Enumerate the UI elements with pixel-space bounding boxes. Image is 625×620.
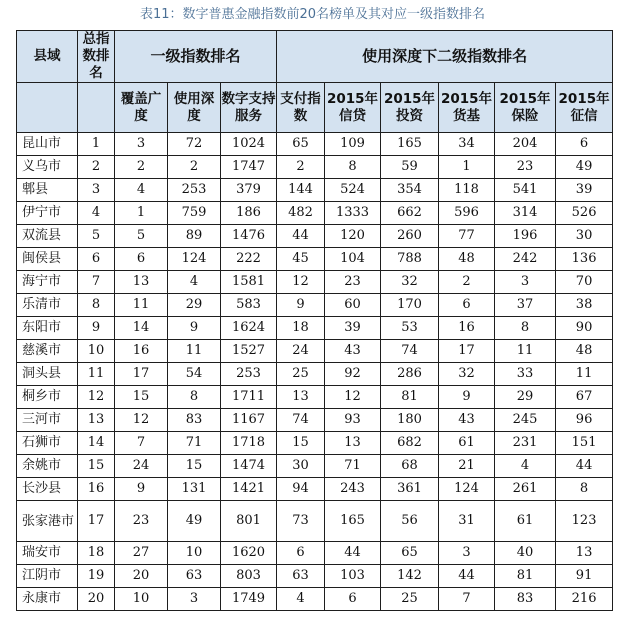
- cell-payment: 63: [277, 565, 325, 588]
- cell-investment: 142: [381, 565, 439, 588]
- cell-investment: 788: [381, 248, 439, 271]
- cell-insurance: 61: [495, 501, 556, 542]
- cell-investment: 32: [381, 271, 439, 294]
- cell-fund: 31: [439, 501, 495, 542]
- cell-insurance: 11: [495, 340, 556, 363]
- cell-reporting: 151: [556, 432, 613, 455]
- table-caption: 表11：数字普惠金融指数前20名榜单及其对应一级指数排名: [139, 7, 486, 22]
- cell-usage: 131: [168, 478, 221, 501]
- header-county-blank: [17, 83, 78, 133]
- cell-investment: 56: [381, 501, 439, 542]
- cell-county: 昆山市: [17, 133, 78, 156]
- cell-credit: 60: [325, 294, 381, 317]
- cell-payment: 45: [277, 248, 325, 271]
- cell-reporting: 49: [556, 156, 613, 179]
- cell-coverage: 9: [115, 478, 168, 501]
- cell-rank: 7: [78, 271, 115, 294]
- cell-payment: 9: [277, 294, 325, 317]
- cell-support: 1718: [221, 432, 277, 455]
- cell-insurance: 83: [495, 588, 556, 611]
- table-row: [17, 565, 613, 588]
- cell-credit: 23: [325, 271, 381, 294]
- cell-usage: 10: [168, 542, 221, 565]
- cell-reporting: 136: [556, 248, 613, 271]
- table-row: [17, 271, 613, 294]
- cell-reporting: 44: [556, 455, 613, 478]
- header-credit-reporting-2015: 2015年征信: [556, 83, 613, 133]
- table-row: [17, 317, 613, 340]
- cell-reporting: 526: [556, 202, 613, 225]
- cell-coverage: 16: [115, 340, 168, 363]
- cell-investment: 682: [381, 432, 439, 455]
- cell-support: 1476: [221, 225, 277, 248]
- table-row: [17, 363, 613, 386]
- cell-county: 长沙县: [17, 478, 78, 501]
- cell-fund: 34: [439, 133, 495, 156]
- table-header: [17, 31, 613, 133]
- cell-insurance: 4: [495, 455, 556, 478]
- cell-fund: 21: [439, 455, 495, 478]
- cell-rank: 12: [78, 386, 115, 409]
- cell-coverage: 6: [115, 248, 168, 271]
- cell-credit: 13: [325, 432, 381, 455]
- cell-coverage: 12: [115, 409, 168, 432]
- cell-payment: 6: [277, 542, 325, 565]
- header-level1: 一级指数排名: [115, 31, 277, 83]
- cell-insurance: 196: [495, 225, 556, 248]
- cell-coverage: 4: [115, 179, 168, 202]
- cell-coverage: 23: [115, 501, 168, 542]
- cell-reporting: 90: [556, 317, 613, 340]
- cell-usage: 8: [168, 386, 221, 409]
- cell-county: 海宁市: [17, 271, 78, 294]
- cell-county: 石狮市: [17, 432, 78, 455]
- cell-credit: 44: [325, 542, 381, 565]
- cell-support: 1581: [221, 271, 277, 294]
- cell-payment: 25: [277, 363, 325, 386]
- cell-reporting: 70: [556, 271, 613, 294]
- cell-payment: 44: [277, 225, 325, 248]
- cell-insurance: 37: [495, 294, 556, 317]
- cell-usage: 83: [168, 409, 221, 432]
- cell-county: 郫县: [17, 179, 78, 202]
- cell-support: 253: [221, 363, 277, 386]
- table-body: [17, 133, 613, 611]
- header-digital-support: 数字支持服务: [221, 83, 277, 133]
- cell-rank: 15: [78, 455, 115, 478]
- cell-fund: 118: [439, 179, 495, 202]
- cell-insurance: 8: [495, 317, 556, 340]
- cell-investment: 361: [381, 478, 439, 501]
- table-row: [17, 542, 613, 565]
- cell-credit: 165: [325, 501, 381, 542]
- cell-insurance: 3: [495, 271, 556, 294]
- cell-coverage: 14: [115, 317, 168, 340]
- cell-support: 801: [221, 501, 277, 542]
- cell-payment: 144: [277, 179, 325, 202]
- cell-support: 1474: [221, 455, 277, 478]
- cell-coverage: 3: [115, 133, 168, 156]
- table-row: [17, 179, 613, 202]
- cell-fund: 44: [439, 565, 495, 588]
- cell-payment: 4: [277, 588, 325, 611]
- cell-rank: 5: [78, 225, 115, 248]
- cell-rank: 14: [78, 432, 115, 455]
- cell-rank: 3: [78, 179, 115, 202]
- cell-investment: 65: [381, 542, 439, 565]
- cell-investment: 53: [381, 317, 439, 340]
- cell-usage: 124: [168, 248, 221, 271]
- cell-rank: 16: [78, 478, 115, 501]
- cell-county: 瑞安市: [17, 542, 78, 565]
- cell-coverage: 15: [115, 386, 168, 409]
- cell-insurance: 231: [495, 432, 556, 455]
- cell-support: 222: [221, 248, 277, 271]
- cell-credit: 1333: [325, 202, 381, 225]
- cell-support: 1620: [221, 542, 277, 565]
- cell-rank: 20: [78, 588, 115, 611]
- table-row: [17, 588, 613, 611]
- cell-coverage: 20: [115, 565, 168, 588]
- cell-reporting: 30: [556, 225, 613, 248]
- cell-reporting: 38: [556, 294, 613, 317]
- table-row: [17, 409, 613, 432]
- cell-county: 慈溪市: [17, 340, 78, 363]
- cell-payment: 12: [277, 271, 325, 294]
- cell-coverage: 11: [115, 294, 168, 317]
- table-row: [17, 225, 613, 248]
- cell-investment: 354: [381, 179, 439, 202]
- cell-insurance: 314: [495, 202, 556, 225]
- cell-usage: 2: [168, 156, 221, 179]
- cell-insurance: 40: [495, 542, 556, 565]
- cell-support: 1624: [221, 317, 277, 340]
- cell-support: 186: [221, 202, 277, 225]
- cell-usage: 89: [168, 225, 221, 248]
- cell-payment: 13: [277, 386, 325, 409]
- cell-usage: 72: [168, 133, 221, 156]
- cell-rank: 1: [78, 133, 115, 156]
- cell-usage: 15: [168, 455, 221, 478]
- header-insurance-2015: 2015年保险: [495, 83, 556, 133]
- cell-credit: 8: [325, 156, 381, 179]
- cell-coverage: 2: [115, 156, 168, 179]
- table-row: [17, 248, 613, 271]
- cell-payment: 94: [277, 478, 325, 501]
- cell-investment: 59: [381, 156, 439, 179]
- cell-coverage: 17: [115, 363, 168, 386]
- cell-insurance: 245: [495, 409, 556, 432]
- cell-credit: 93: [325, 409, 381, 432]
- cell-rank: 19: [78, 565, 115, 588]
- header-investment-2015: 2015年投资: [381, 83, 439, 133]
- cell-fund: 43: [439, 409, 495, 432]
- cell-insurance: 204: [495, 133, 556, 156]
- cell-usage: 54: [168, 363, 221, 386]
- cell-support: 1024: [221, 133, 277, 156]
- cell-county: 桐乡市: [17, 386, 78, 409]
- cell-county: 江阴市: [17, 565, 78, 588]
- cell-support: 1711: [221, 386, 277, 409]
- cell-coverage: 5: [115, 225, 168, 248]
- cell-county: 张家港市: [17, 501, 78, 542]
- cell-coverage: 27: [115, 542, 168, 565]
- cell-coverage: 13: [115, 271, 168, 294]
- cell-fund: 16: [439, 317, 495, 340]
- cell-support: 803: [221, 565, 277, 588]
- cell-investment: 286: [381, 363, 439, 386]
- cell-fund: 1: [439, 156, 495, 179]
- cell-usage: 9: [168, 317, 221, 340]
- header-coverage: 覆盖广度: [115, 83, 168, 133]
- cell-support: 1747: [221, 156, 277, 179]
- cell-coverage: 10: [115, 588, 168, 611]
- cell-fund: 3: [439, 542, 495, 565]
- cell-investment: 180: [381, 409, 439, 432]
- cell-support: 1421: [221, 478, 277, 501]
- cell-credit: 109: [325, 133, 381, 156]
- cell-usage: 4: [168, 271, 221, 294]
- cell-payment: 18: [277, 317, 325, 340]
- cell-fund: 124: [439, 478, 495, 501]
- cell-credit: 92: [325, 363, 381, 386]
- cell-rank: 13: [78, 409, 115, 432]
- table-row: [17, 133, 613, 156]
- cell-support: 1749: [221, 588, 277, 611]
- cell-county: 洞头县: [17, 363, 78, 386]
- cell-credit: 104: [325, 248, 381, 271]
- header-usage-depth: 使用深度: [168, 83, 221, 133]
- cell-support: 1527: [221, 340, 277, 363]
- cell-rank: 2: [78, 156, 115, 179]
- header-rank-blank: [78, 83, 115, 133]
- cell-rank: 6: [78, 248, 115, 271]
- cell-usage: 71: [168, 432, 221, 455]
- cell-rank: 10: [78, 340, 115, 363]
- cell-investment: 170: [381, 294, 439, 317]
- table-row: [17, 386, 613, 409]
- header-credit-2015: 2015年信贷: [325, 83, 381, 133]
- cell-fund: 32: [439, 363, 495, 386]
- cell-rank: 18: [78, 542, 115, 565]
- cell-fund: 596: [439, 202, 495, 225]
- cell-reporting: 6: [556, 133, 613, 156]
- cell-rank: 9: [78, 317, 115, 340]
- cell-county: 双流县: [17, 225, 78, 248]
- cell-fund: 6: [439, 294, 495, 317]
- cell-reporting: 216: [556, 588, 613, 611]
- cell-support: 379: [221, 179, 277, 202]
- header-money-fund-2015: 2015年货基: [439, 83, 495, 133]
- table-row: [17, 432, 613, 455]
- cell-usage: 63: [168, 565, 221, 588]
- cell-credit: 39: [325, 317, 381, 340]
- cell-county: 三河市: [17, 409, 78, 432]
- cell-investment: 662: [381, 202, 439, 225]
- cell-coverage: 7: [115, 432, 168, 455]
- cell-reporting: 48: [556, 340, 613, 363]
- cell-county: 义乌市: [17, 156, 78, 179]
- cell-credit: 120: [325, 225, 381, 248]
- table-row: [17, 501, 613, 542]
- header-level2-group: 使用深度下二级指数排名: [277, 31, 613, 83]
- cell-insurance: 29: [495, 386, 556, 409]
- cell-reporting: 123: [556, 501, 613, 542]
- ranking-table: [16, 30, 613, 611]
- cell-fund: 7: [439, 588, 495, 611]
- cell-fund: 77: [439, 225, 495, 248]
- cell-support: 1167: [221, 409, 277, 432]
- cell-county: 东阳市: [17, 317, 78, 340]
- table-row: [17, 294, 613, 317]
- cell-payment: 24: [277, 340, 325, 363]
- cell-rank: 11: [78, 363, 115, 386]
- cell-investment: 165: [381, 133, 439, 156]
- cell-usage: 253: [168, 179, 221, 202]
- cell-insurance: 242: [495, 248, 556, 271]
- cell-support: 583: [221, 294, 277, 317]
- cell-payment: 74: [277, 409, 325, 432]
- cell-usage: 11: [168, 340, 221, 363]
- cell-usage: 49: [168, 501, 221, 542]
- cell-rank: 4: [78, 202, 115, 225]
- cell-reporting: 13: [556, 542, 613, 565]
- cell-fund: 48: [439, 248, 495, 271]
- table-row: [17, 478, 613, 501]
- cell-payment: 73: [277, 501, 325, 542]
- header-county: 县域: [17, 31, 78, 83]
- cell-fund: 17: [439, 340, 495, 363]
- cell-credit: 71: [325, 455, 381, 478]
- cell-county: 闽侯县: [17, 248, 78, 271]
- cell-fund: 2: [439, 271, 495, 294]
- table-row: [17, 340, 613, 363]
- cell-reporting: 96: [556, 409, 613, 432]
- cell-credit: 524: [325, 179, 381, 202]
- cell-coverage: 1: [115, 202, 168, 225]
- cell-county: 伊宁市: [17, 202, 78, 225]
- cell-credit: 12: [325, 386, 381, 409]
- cell-county: 余姚市: [17, 455, 78, 478]
- cell-payment: 15: [277, 432, 325, 455]
- cell-payment: 65: [277, 133, 325, 156]
- cell-reporting: 11: [556, 363, 613, 386]
- cell-usage: 759: [168, 202, 221, 225]
- cell-insurance: 261: [495, 478, 556, 501]
- cell-reporting: 67: [556, 386, 613, 409]
- cell-insurance: 23: [495, 156, 556, 179]
- header-total-rank: 总指数排名: [78, 31, 115, 83]
- cell-usage: 29: [168, 294, 221, 317]
- cell-credit: 6: [325, 588, 381, 611]
- cell-payment: 2: [277, 156, 325, 179]
- cell-credit: 103: [325, 565, 381, 588]
- cell-fund: 61: [439, 432, 495, 455]
- cell-investment: 260: [381, 225, 439, 248]
- cell-coverage: 24: [115, 455, 168, 478]
- cell-reporting: 91: [556, 565, 613, 588]
- cell-investment: 68: [381, 455, 439, 478]
- cell-rank: 17: [78, 501, 115, 542]
- cell-reporting: 8: [556, 478, 613, 501]
- cell-rank: 8: [78, 294, 115, 317]
- cell-reporting: 39: [556, 179, 613, 202]
- cell-insurance: 81: [495, 565, 556, 588]
- cell-investment: 25: [381, 588, 439, 611]
- cell-insurance: 33: [495, 363, 556, 386]
- cell-county: 永康市: [17, 588, 78, 611]
- table-row: [17, 455, 613, 478]
- cell-investment: 81: [381, 386, 439, 409]
- table-row: [17, 202, 613, 225]
- cell-usage: 3: [168, 588, 221, 611]
- table-row: [17, 156, 613, 179]
- cell-county: 乐清市: [17, 294, 78, 317]
- cell-payment: 30: [277, 455, 325, 478]
- cell-payment: 482: [277, 202, 325, 225]
- cell-credit: 243: [325, 478, 381, 501]
- cell-investment: 74: [381, 340, 439, 363]
- cell-fund: 9: [439, 386, 495, 409]
- cell-insurance: 541: [495, 179, 556, 202]
- cell-credit: 43: [325, 340, 381, 363]
- header-payment: 支付指数: [277, 83, 325, 133]
